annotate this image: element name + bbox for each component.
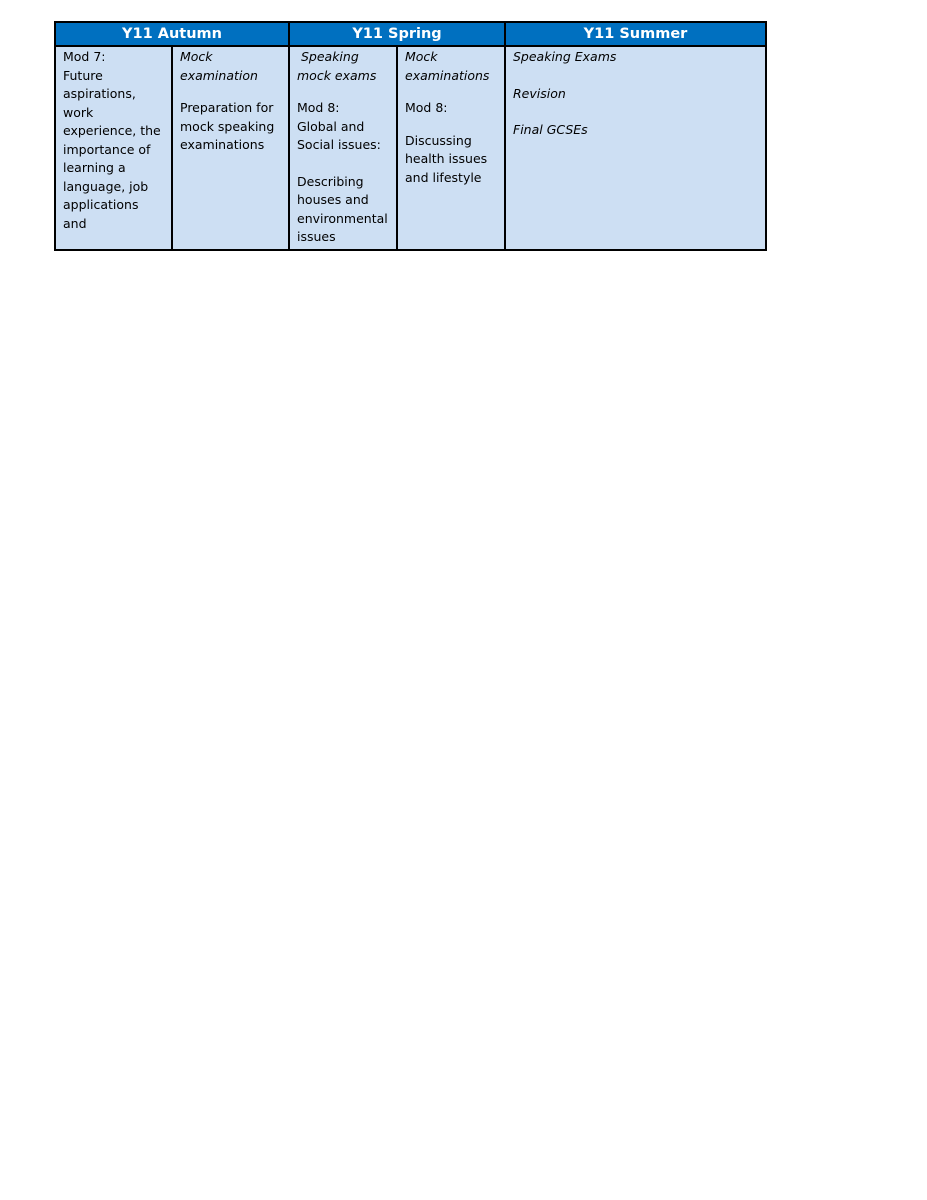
text-line: issues bbox=[297, 229, 336, 244]
text-line: Future bbox=[63, 67, 103, 83]
text-line: houses and bbox=[297, 192, 369, 207]
text-line: Mock bbox=[405, 49, 438, 64]
text-line: Mod 8: bbox=[297, 100, 340, 115]
text-line: aspirations, bbox=[63, 86, 136, 101]
text-line: Mock bbox=[180, 49, 213, 64]
cell-autumn-mock-text bbox=[173, 47, 288, 155]
text-line: Preparation for bbox=[180, 100, 274, 115]
text-line: work bbox=[63, 104, 94, 120]
cell-summer-text bbox=[506, 47, 765, 140]
text-line: Describing bbox=[297, 173, 364, 189]
text-line: Revision bbox=[513, 85, 566, 101]
cell-spring-mod8 bbox=[289, 46, 397, 250]
text-line: examinations bbox=[405, 67, 490, 83]
cell-autumn-mock bbox=[172, 46, 289, 250]
text-line: importance of bbox=[63, 141, 151, 157]
text-line: Social issues: bbox=[297, 137, 381, 152]
cell-spring-mod8-text bbox=[290, 47, 396, 247]
text-line: Final GCSEs bbox=[513, 122, 588, 137]
text-line: Mod 8: bbox=[405, 100, 448, 115]
text-line: examinations bbox=[180, 137, 265, 152]
cell-summer bbox=[505, 46, 766, 250]
content-row bbox=[55, 46, 766, 250]
text-line: Speaking bbox=[297, 49, 359, 64]
cell-autumn-mod7-text bbox=[56, 47, 171, 233]
header-summer: Y11 Summer bbox=[505, 22, 766, 46]
text-line: health issues bbox=[405, 151, 488, 166]
text-line: examination bbox=[180, 67, 258, 83]
text-line: language, job bbox=[63, 178, 149, 194]
header-autumn: Y11 Autumn bbox=[55, 22, 289, 46]
header-row bbox=[55, 22, 766, 46]
cell-spring-health-text bbox=[398, 47, 504, 187]
text-line: environmental bbox=[297, 210, 388, 226]
cell-autumn-mod7 bbox=[55, 46, 172, 250]
text-line: mock speaking bbox=[180, 118, 275, 134]
text-line: Discussing bbox=[405, 132, 472, 148]
text-line: Global and bbox=[297, 118, 365, 134]
cell-spring-health bbox=[397, 46, 505, 250]
header-spring: Y11 Spring bbox=[289, 22, 505, 46]
text-line: learning a bbox=[63, 160, 126, 175]
text-line: applications and bbox=[63, 197, 139, 231]
text-line: mock exams bbox=[297, 67, 377, 83]
text-line: Mod 7: bbox=[63, 49, 106, 64]
text-line: and lifestyle bbox=[405, 169, 482, 185]
text-line: experience, the bbox=[63, 123, 161, 138]
curriculum-table bbox=[54, 21, 767, 251]
text-line: Speaking Exams bbox=[513, 49, 617, 64]
